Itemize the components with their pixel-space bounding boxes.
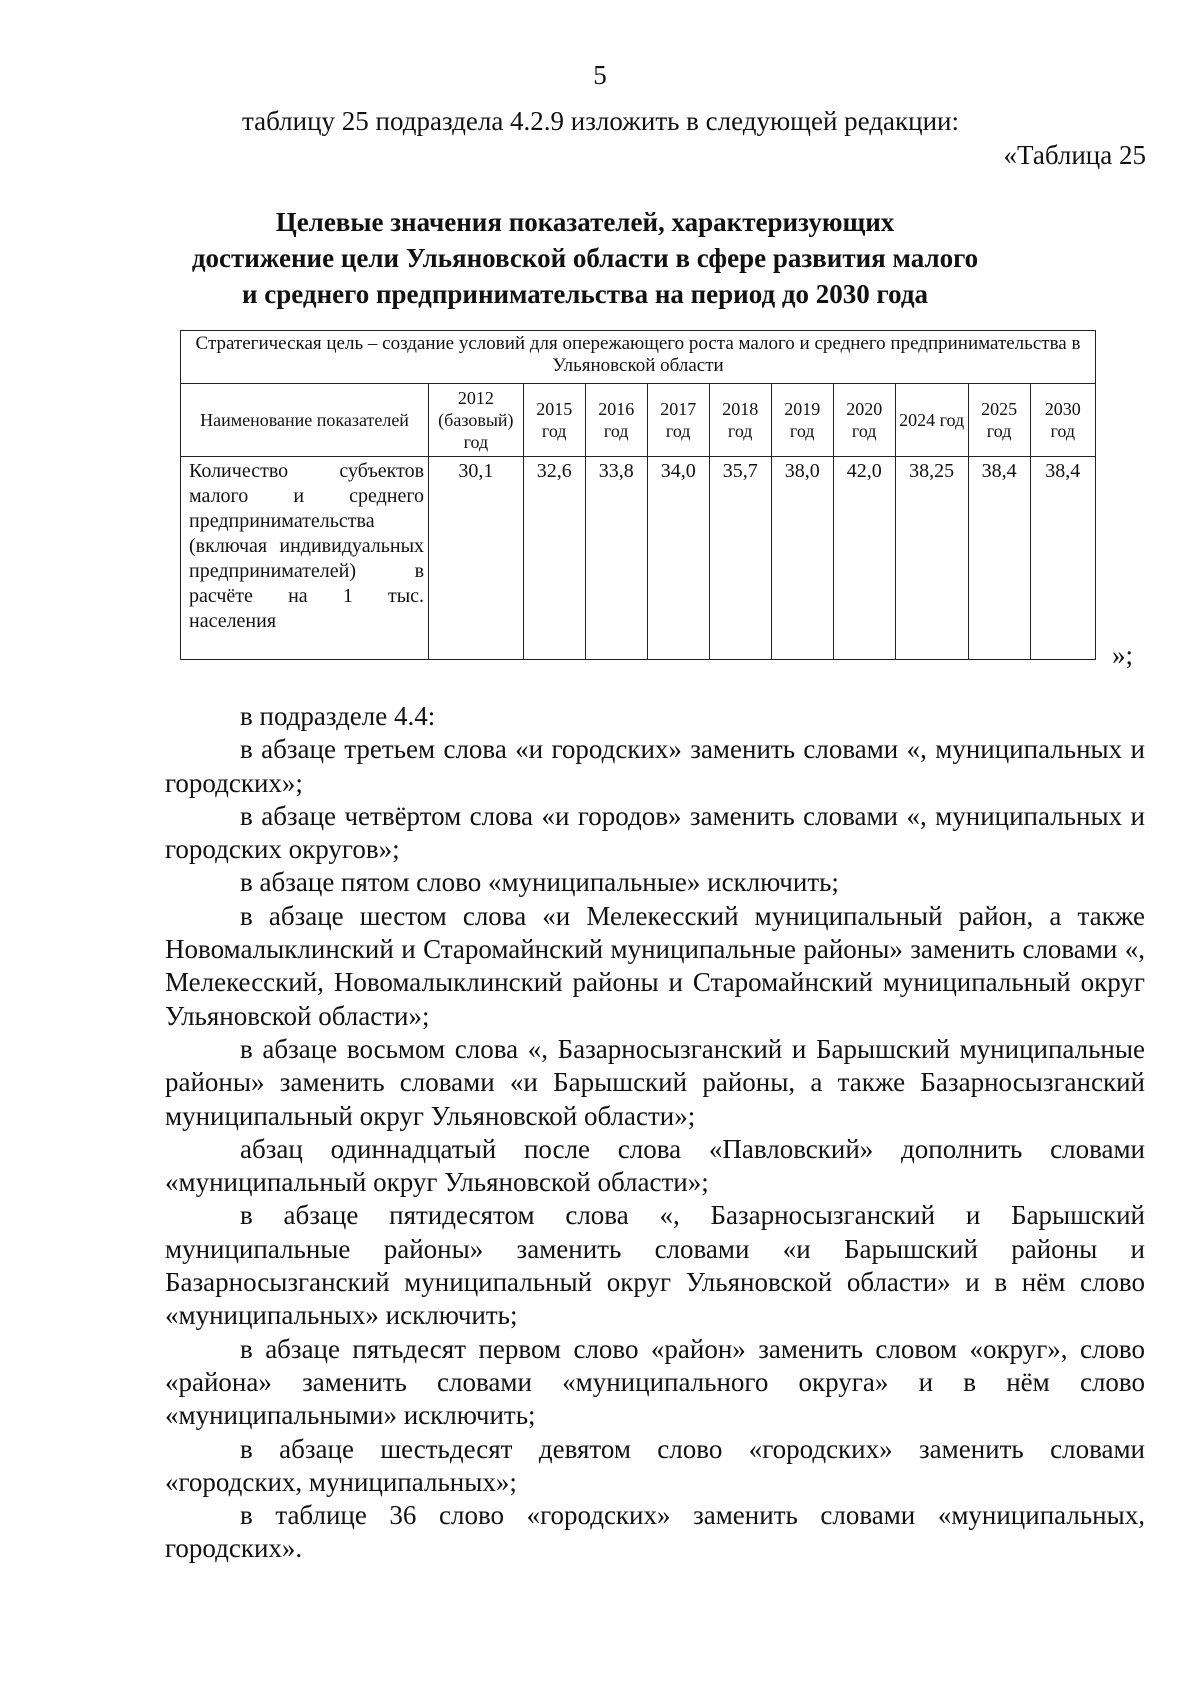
paragraph: в абзаце восьмом слова «, Базарносызганский и Барышский муниципальные районы» заменить словами «и Барышский районы, а также Базарносызганский муниципальный округ Ульяновской области»; (165, 1033, 1145, 1131)
value-cell: 38,25 (895, 457, 968, 660)
header-indicator-name: Наименование показателей (181, 384, 429, 457)
paragraph: в абзаце пятидесятом слова «, Базарносызганский и Барышский муниципальные районы» заменить словами «и Барышский районы и Базарносызганский муниципальный округ Ульяновской области» и в нём слово «муниципальных» исключить; (165, 1200, 1145, 1331)
value-cell: 42,0 (833, 457, 895, 660)
paragraph: в таблице 36 слово «городских» заменить словами «муниципальных, городских». (165, 1500, 1145, 1564)
paragraph: в абзаце третьем слова «и городских» заменить словами «, муниципальных и городских»; (165, 734, 1145, 798)
indicators-table (180, 330, 1096, 660)
value-cell: 38,0 (771, 457, 833, 660)
table-row (181, 457, 1096, 660)
header-year: 2018 год (709, 384, 771, 457)
paragraph: абзац одиннадцатый после слова «Павловский» дополнить словами «муниципальный округ Ульяновской области»; (165, 1133, 1145, 1198)
paragraph: в подразделе 4.4: (240, 701, 436, 731)
header-year: 2015 год (523, 384, 585, 457)
header-year: 2017 год (647, 384, 709, 457)
value-cell: 35,7 (709, 457, 771, 660)
header-year: 2016 год (585, 384, 647, 457)
title-line: Целевые значения показателей, характеризующих (275, 207, 895, 237)
paragraph: в абзаце пятом слово «муниципальные» исключить; (240, 867, 839, 898)
table-caption: «Таблица 25 (1003, 140, 1146, 170)
value-cell: 38,4 (1030, 457, 1095, 660)
base-value-cell: 30,1 (429, 457, 524, 660)
page-number: 5 (593, 60, 607, 90)
header-year: 2020 год (833, 384, 895, 457)
intro-line: таблицу 25 подраздела 4.2.9 изложить в следующей редакции: (242, 106, 959, 136)
value-cell: 33,8 (585, 457, 647, 660)
amendments-text (165, 700, 1145, 1566)
value-cell: 32,6 (523, 457, 585, 660)
title-line: достижение цели Ульяновской области в сфере развития малого (191, 243, 979, 273)
header-year: 2024 год (895, 384, 968, 457)
value-cell: 34,0 (647, 457, 709, 660)
paragraph: в абзаце шестом слова «и Мелекесский муниципальный район, а также Новомалыклинский и Старомайнский муниципальные районы» заменить словами «, Мелекесский, Новомалыклинский районы и Старомайнский муниципальный округ Ульяновской области»; (165, 900, 1145, 1031)
header-year: 2030 год (1030, 384, 1095, 457)
header-year: 2025 год (968, 384, 1030, 457)
strategic-goal-cell: Стратегическая цель – создание условий для опережающего роста малого и среднего предпринимательства в Ульяновской области (181, 331, 1096, 384)
table-title (150, 204, 1020, 312)
closing-quote: »; (1112, 640, 1134, 670)
paragraph: в абзаце четвёртом слова «и городов» заменить словами «, муниципальных и городских округов»; (165, 800, 1145, 865)
header-base-year: 2012 (базовый) год (429, 384, 524, 457)
header-year: 2019 год (771, 384, 833, 457)
indicator-name-cell: Количество субъектов малого и среднего предпринимательства (включая индивидуальных предпринимателей) в расчёте на 1 тыс. населения (181, 457, 429, 660)
paragraph: в абзаце шестьдесят девятом слово «городских» заменить словами «городских, муниципальных»; (165, 1433, 1145, 1497)
value-cell: 38,4 (968, 457, 1030, 660)
title-line: и среднего предпринимательства на период до 2030 года (241, 279, 928, 309)
paragraph: в абзаце пятьдесят первом слово «район» заменить словом «округ», слово «района» заменить словами «муниципального округа» и в нём слово «муниципальными» исключить; (165, 1333, 1145, 1431)
table-header-row (181, 384, 1096, 457)
